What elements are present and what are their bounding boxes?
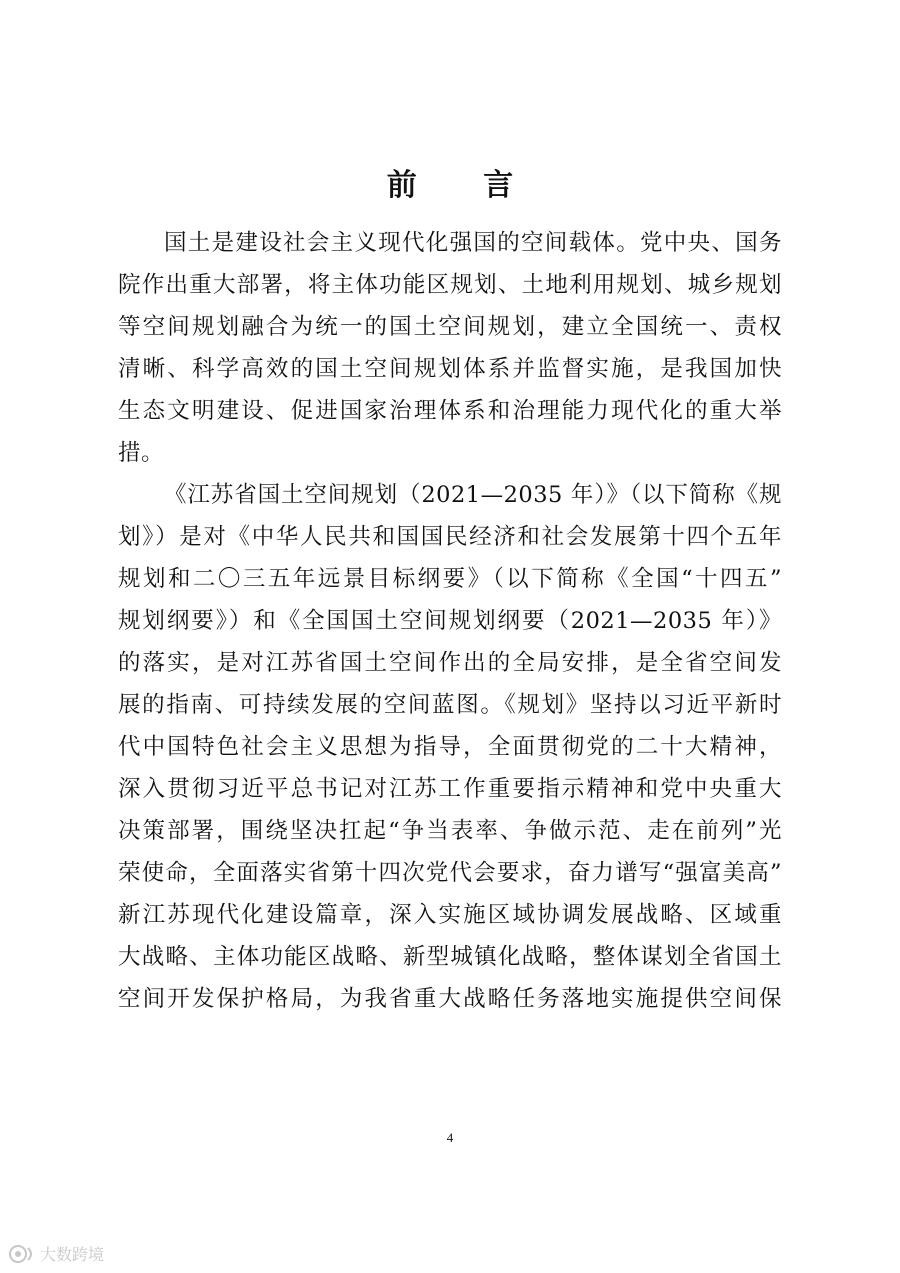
watermark-logo-icon — [8, 1242, 126, 1266]
text-line: 国土是建设社会主义现代化强国的空间载体。党中央、国务 — [164, 230, 782, 256]
text-line: 《江苏省国土空间规划（2021—2035 年）》（以下简称《规 — [164, 482, 782, 508]
text-line: 措。 — [118, 440, 165, 466]
text-line: 等空间规划融合为统一的国土空间规划，建立全国统一、责权 — [118, 314, 782, 340]
watermark-logo — [8, 1241, 126, 1267]
text-line: 代中国特色社会主义思想为指导，全面贯彻党的二十大精神， — [118, 734, 782, 760]
text-line: 的落实，是对江苏省国土空间作出的全局安排，是全省空间发 — [118, 650, 782, 676]
text-line: 大战略、主体功能区战略、新型城镇化战略，整体谋划全省国土 — [118, 944, 782, 970]
text-line: 深入贯彻习近平总书记对江苏工作重要指示精神和党中央重大 — [118, 776, 782, 802]
text-line: 规划纲要》）和《全国国土空间规划纲要（2021—2035 年）》 — [118, 608, 782, 634]
watermark-text: 大数跨境 — [40, 1245, 105, 1264]
page-title: 前 言 — [386, 168, 542, 203]
text-line: 空间开发保护格局，为我省重大战略任务落地实施提供空间保 — [118, 986, 782, 1012]
text-line: 清晰、科学高效的国土空间规划体系并监督实施，是我国加快 — [118, 356, 782, 382]
text-line: 荣使命，全面落实省第十四次党代会要求，奋力谱写“强富美高” — [118, 860, 782, 886]
text-line: 划》）是对《中华人民共和国国民经济和社会发展第十四个五年 — [118, 524, 782, 550]
text-line: 生态文明建设、促进国家治理体系和治理能力现代化的重大举 — [118, 398, 782, 424]
text-line: 院作出重大部署，将主体功能区规划、土地利用规划、城乡规划 — [118, 272, 782, 298]
body-text — [118, 222, 782, 1020]
text-line: 新江苏现代化建设篇章，深入实施区域协调发展战略、区域重 — [118, 902, 782, 928]
text-line: 展的指南、可持续发展的空间蓝图。《规划》坚持以习近平新时 — [118, 692, 782, 718]
text-line: 决策部署，围绕坚决扛起“争当表率、争做示范、走在前列”光 — [118, 818, 782, 844]
text-line: 规划和二〇三五年远景目标纲要》（以下简称《全国“十四五” — [118, 566, 782, 592]
page-number: 4 — [446, 1130, 454, 1145]
